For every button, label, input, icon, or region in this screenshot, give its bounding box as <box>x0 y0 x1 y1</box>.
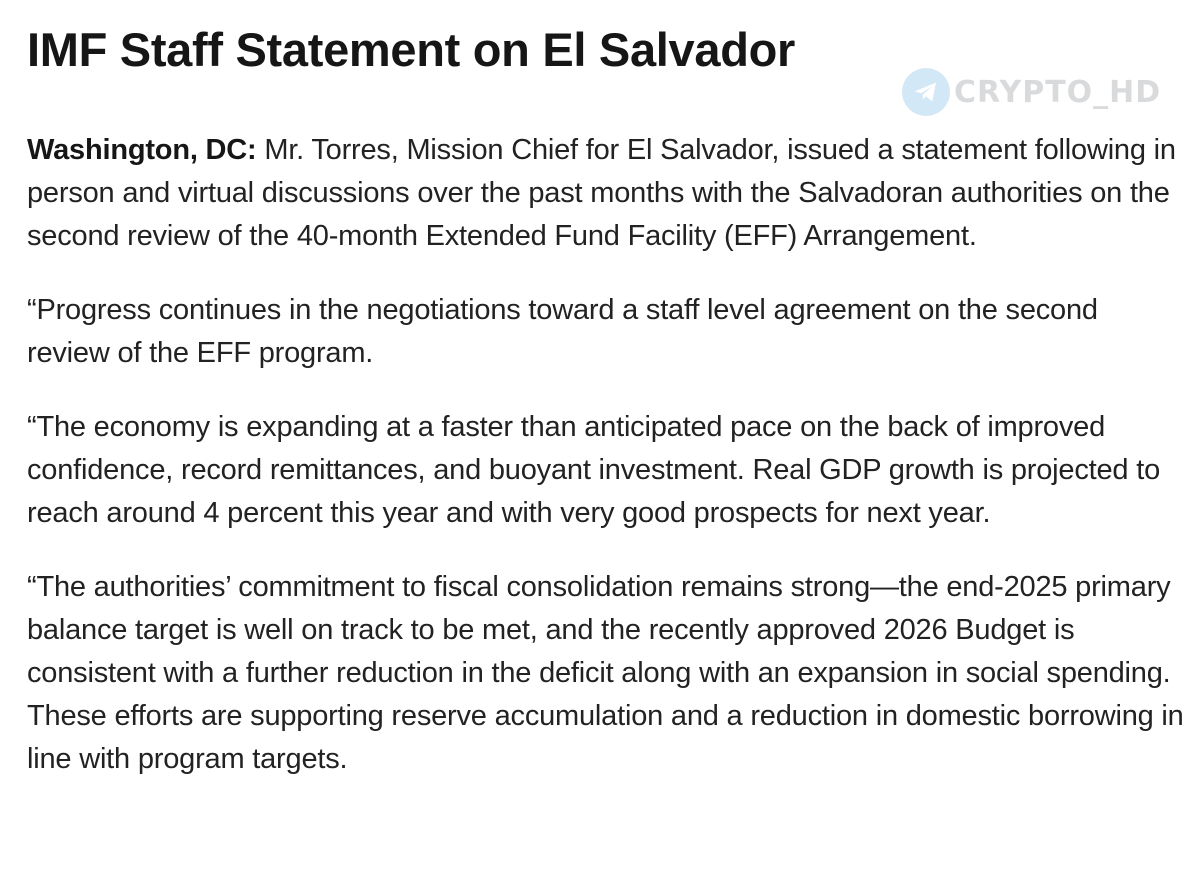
watermark-text: CRYPTO_HD <box>954 74 1162 110</box>
telegram-icon <box>902 68 950 116</box>
page-title: IMF Staff Statement on El Salvador <box>27 23 796 76</box>
paragraph-economy: “The economy is expanding at a faster than anticipated pace on the back of improved confidence, record remittances, and buoyant investment. Real GDP growth is projected to reach around 4 percent this year and with very good prospects for next year. <box>27 411 1160 529</box>
paragraph-progress: “Progress continues in the negotiations toward a staff level agreement on the second review of the EFF program. <box>27 294 1098 369</box>
dateline: Washington, DC: <box>27 134 257 166</box>
paragraph-text: Mr. Torres, Mission Chief for El Salvador, issued a statement following in person and virtual discussions over the past months with the Salvadoran authorities on the second review of the 40-month Extended Fund Facility (EFF) Arrangement. <box>27 134 1176 252</box>
paragraph-intro <box>27 129 1187 258</box>
watermark <box>902 68 1161 116</box>
paragraph-fiscal: “The authorities’ commitment to fiscal consolidation remains strong—the end-2025 primary balance target is well on track to be met, and the recently approved 2026 Budget is consistent with a further reduction in the deficit along with an expansion in social spending. These efforts are supporting reserve accumulation and a reduction in domestic borrowing in line with program targets. <box>27 571 1184 775</box>
article <box>27 0 1187 781</box>
